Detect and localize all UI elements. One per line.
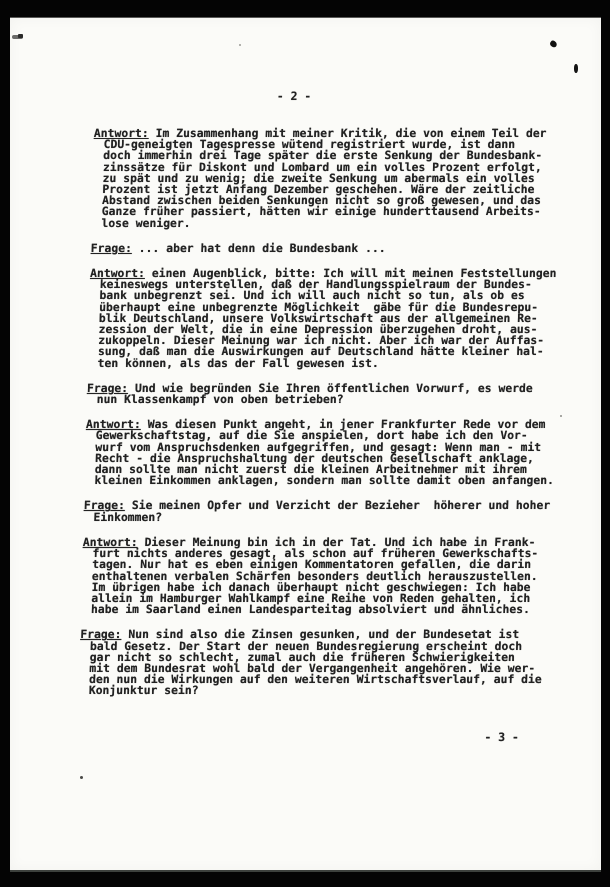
speaker-label: Frage: [90,240,133,255]
paragraph-line: lose weniger. [101,215,191,230]
paragraph-line: überhaupt eine unbegrenzte Möglichkeit gäbe für die Bundesrepu- [99,299,539,314]
paragraph [88,268,577,369]
paragraph-first-line: Antwort: Dieser Meinung bin ich in der Tat. Und ich habe in Frank- [82,534,536,549]
paragraph-line: Ganze früher passiert, hätten wir einige hunderttausend Arbeits- [101,204,541,219]
paragraph-line: blik Deutschland, unsere Volkswirtschaft aus der allgemeinen Re- [98,310,538,325]
paragraph-line: bald Gesetz. Der Start der neuen Bundesregierung erscheint doch [89,638,523,653]
paragraph-line: den nun die Wirkungen auf den weiteren Wirtschaftsverlauf, auf die [88,672,542,687]
paragraph [79,629,567,696]
paragraph [81,534,569,617]
scan-speck [574,64,578,73]
paragraph-line: nun Klassenkampf von oben betrieben? [96,392,344,407]
speaker-label: Antwort: [93,126,149,140]
speaker-label: Frage: [83,498,126,513]
paragraph-line: Prozent ist jetzt Anfang Dezember geschehen. Wäre der zeitliche [102,182,535,197]
scan-smudge [18,34,23,38]
paragraph-line: wurf vom Anspruchsdenken aufgegriffen, und gesagt: Wenn man - mit [95,439,542,454]
paragraph-line: Einkommen? [93,509,163,524]
paragraph-line: dann sollte man nicht zuerst die kleinen Arbeitnehmer mit ihrem [94,462,528,477]
paragraph-line: tagen. Nur hat es eben einigen Kommentatoren gefallen, die darin [92,557,532,572]
speaker-label: Frage: [86,380,129,395]
speaker-label: Antwort: [85,417,142,432]
paragraph-line: Gewerkschaftstag, auf die Sie anspielen, dort habe ich den Vor- [95,428,528,443]
page-number-top: - 2 - [276,89,312,103]
speaker-label: Antwort: [82,534,138,549]
paragraph [83,500,570,522]
speaker-label: Antwort: [89,266,146,281]
paragraph-line: zession der Welt, die in eine Depression überzugehen droht, aus- [98,322,538,337]
paragraph-line: zukoppeln. Dieser Meinung war ich nicht. Aber ich war der Auffas- [98,333,545,348]
paragraph-first-line: Frage: Nun sind also die Zinsen gesunken, und der Bundesetat ist [80,627,520,642]
speaker-label: Frage: [80,627,122,642]
typewritten-text-area [0,18,601,870]
paragraph-line: bank unbegrenzt sei. Und ich will auch nicht so tun, als ob es [99,288,525,303]
paragraph-line: Im übrigen habe ich danach überhaupt nicht geschwiegen: Ich habe [91,579,531,594]
scan-speck [239,44,241,46]
paragraph-first-line: Antwort: Im Zusammenhang mit meiner Kritik, die von einem Teil der [93,126,547,140]
paragraph-first-line: Frage: Und wie begründen Sie Ihren öffentlichen Vorwurf, es werde [86,380,533,395]
next-page-catchword: - 3 - [484,730,520,744]
paragraph-first-line: Frage: Sie meinen Opfer und Verzicht der Bezieher höherer und hoher [83,498,551,513]
paragraph [90,240,577,255]
paragraph [86,380,574,407]
paragraph-line: zinssätze für Diskont und Lombard um ein volles Prozent erfolgt, [102,159,543,174]
document-page [10,17,601,872]
paragraph [84,419,572,486]
document-paragraphs [78,128,580,711]
paragraph-first-line: Frage: ... aber hat denn die Bundesbank ... [90,240,386,255]
paragraph-line: furt nichts anderes gesagt, als schon auf früheren Gewerkschafts- [92,546,539,561]
paragraph-line: Konjunktur sein? [88,683,199,698]
paragraph-line: sung, daß man die Auswirkungen auf Deutschland hätte kleiner hal- [97,344,544,359]
paragraph-line: allein im Hamburger Wahlkampf eine Reihe von Reden gehalten, ich [91,590,531,605]
paragraph-line: mit dem Bundesrat wohl bald der Vergangenheit angehören. Wie wer- [89,660,536,675]
paragraph-line: kleinen Einkommen anklagen, sondern man sollte damit oben anfangen. [94,473,555,488]
paragraph-first-line: Antwort: Was diesen Punkt angeht, in jener Frankfurter Rede vor dem [85,417,546,432]
paragraph [91,128,580,229]
paragraph-line: gar nicht so schlecht, zumal auch die früheren Schwierigkeiten [89,649,516,664]
paragraph-line: CDU-geneigten Tagespresse wütend registriert wurde, ist dann [103,137,516,152]
paragraph-line: ten können, als das der Fall gewesen ist. [97,355,380,370]
paragraph-line: doch immerhin drei Tage später die erste Senkung der Bundesbank- [103,148,543,163]
paragraph-line: Recht - die Anspruchshaltung der deutschen Gesellschaft anklage, [94,450,535,465]
scan-speck [560,415,562,417]
paragraph-line: Abstand zwischen beiden Senkungen nicht so groß gewesen, und das [101,193,542,208]
scan-speck [80,776,83,779]
paragraph-line: zu spät und zu wenig; die zweite Senkung um abermals ein volles [102,170,535,185]
paragraph-line: keineswegs unterstellen, daß der Handlungsspielraum der Bundes- [99,277,533,292]
paragraph-line: enthaltenen verbalen Schärfen besonders deutlich herauszustellen. [91,568,538,583]
paragraph-first-line: Antwort: einen Augenblick, bitte: Ich will mit meinen Feststellungen [89,266,557,281]
paragraph-line: habe im Saarland einen Landesparteitag absolviert und ähnliches. [90,602,531,617]
